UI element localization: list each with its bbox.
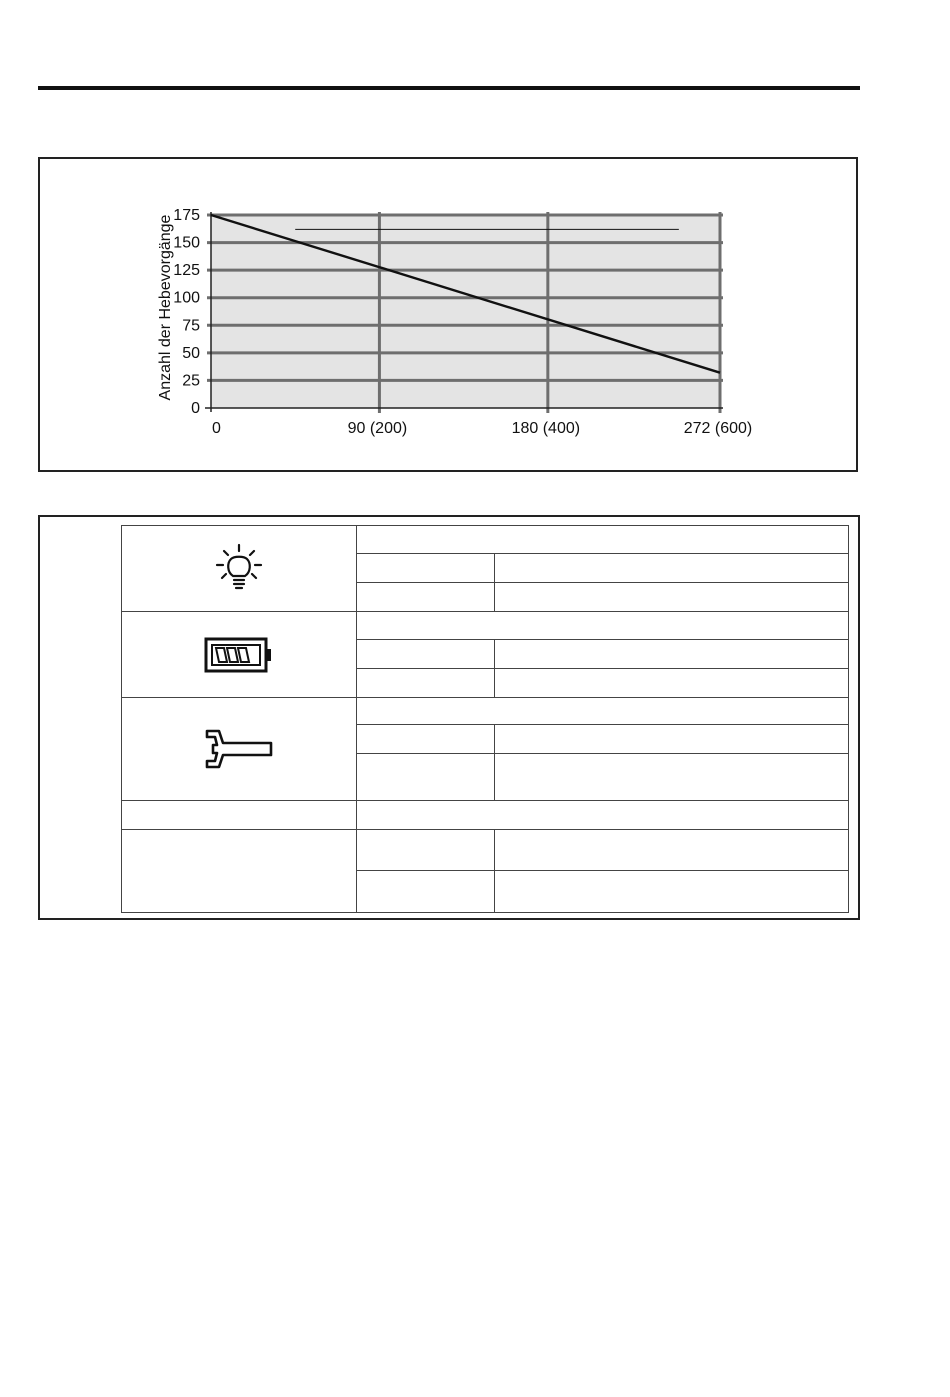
y-tick-label: 50 [182, 344, 200, 362]
table-cell [357, 871, 495, 913]
table-row [122, 801, 849, 830]
icon-cell [122, 612, 357, 698]
table-cell [495, 754, 849, 801]
table-cell [495, 669, 849, 698]
table-row [122, 612, 849, 640]
table-cell [357, 830, 495, 871]
table-cell [357, 640, 495, 669]
table-cell [357, 554, 495, 583]
group-header-cell [357, 612, 849, 640]
icon-cell [122, 698, 357, 801]
table-cell [357, 725, 495, 754]
y-tick-label: 25 [182, 372, 200, 390]
table-row [122, 830, 849, 871]
table-cell [357, 754, 495, 801]
table-cell [357, 669, 495, 698]
status-table-frame [38, 515, 860, 920]
y-axis-label: Anzahl der Hebevorgänge [157, 214, 174, 401]
table-cell [357, 801, 849, 830]
y-tick-label: 175 [173, 207, 200, 224]
status-table [121, 525, 849, 913]
table-row [122, 698, 849, 725]
y-tick-label: 0 [191, 400, 200, 417]
chart-frame [38, 157, 858, 472]
table-cell [122, 830, 357, 913]
top-rule [38, 86, 860, 90]
icon-cell [122, 526, 357, 612]
y-tick-label: 150 [173, 234, 200, 252]
table-cell [122, 801, 357, 830]
x-tick-label: 90 (200) [347, 420, 408, 437]
x-tick-label: 180 (400) [511, 420, 581, 437]
y-tick-label: 100 [173, 289, 200, 307]
y-tick-label: 125 [173, 262, 200, 280]
table-cell [495, 725, 849, 754]
line-chart [40, 159, 856, 470]
x-tick-label: 0 [212, 420, 221, 437]
table-cell [495, 583, 849, 612]
table-cell [495, 640, 849, 669]
battery-icon [203, 635, 275, 675]
group-header-cell [357, 698, 849, 725]
lightbulb-icon [215, 543, 263, 595]
table-row [122, 526, 849, 554]
table-cell [495, 554, 849, 583]
y-tick-label: 75 [182, 317, 200, 335]
group-header-cell [357, 526, 849, 554]
table-cell [495, 871, 849, 913]
table-cell [357, 583, 495, 612]
wrench-icon [203, 727, 275, 771]
x-tick-label: 272 (600) [683, 420, 753, 437]
table-cell [495, 830, 849, 871]
